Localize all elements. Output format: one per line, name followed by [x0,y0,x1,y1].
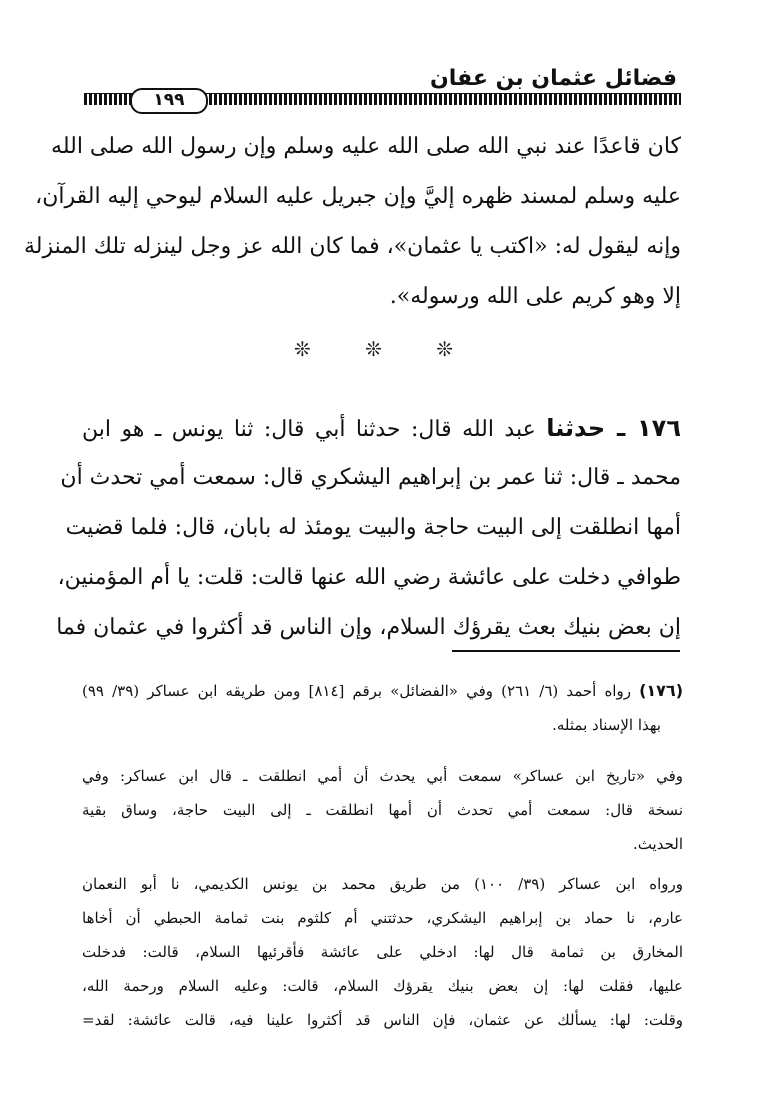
footnote-line: وقلت: لها: يسألك عن عثمان، فإن الناس قد أكثروا علينا فيه، قالت عائشة: لقد= [82,1011,683,1029]
footnote-line [82,674,683,708]
section-separator [0,337,765,361]
footnote-line: نسخة قال: سمعت أمي تحدث أن أمها انطلقت ـ إلى البيت حاجة، وساق بقية [82,801,683,819]
hadith-paragraph [56,403,681,653]
hadith-number: ١٧٦ ـ حدثنا [546,414,681,442]
text-line: كان قاعدًا عند نبي الله صلى الله عليه وسلم وإن رسول الله صلى الله [51,134,681,159]
text-line: إلا وهو كريم على الله ورسوله». [389,284,681,309]
star-ornament-icon: ❊ [293,337,329,361]
hadith-first-line-text: عبد الله قال: حدثنا أبي قال: ثنا يونس ـ هو ابن [82,417,547,442]
footnote-2 [82,759,683,861]
footnote-3 [82,867,683,1037]
footnote-line: الحديث. [633,835,683,853]
footnote-1 [82,674,683,742]
star-ornament-icon: ❊ [436,337,471,361]
page-number: ١٩٩ [130,88,208,114]
footnote-line: عارم، نا حماد بن إبراهيم اليشكري، حدثتني أم كلثوم بنت ثمامة الحبطي أن أخاها [82,909,683,927]
text-line: وإنه ليقول له: «اكتب يا عثمان»، فما كان الله عز وجل لينزله تلك المنزلة [23,234,681,259]
text-line: طوافي دخلت على عائشة رضي الله عنها قالت: قلت: يا أم المؤمنين، [57,565,681,590]
text-line: إن بعض بنيك بعث يقرؤك السلام، وإن الناس قد أكثروا في عثمان فما [56,615,681,640]
paragraph-continuation [23,122,681,322]
footnote-line: بهذا الإسناد بمثله. [552,716,661,734]
star-ornament-icon: ❊ [365,337,400,361]
footnote-line: وفي «تاريخ ابن عساكر» سمعت أبي يحدث أن أمي انطلقت ـ قال ابن عساكر: وفي [82,767,683,785]
text-line: محمد ـ قال: ثنا عمر بن إبراهيم اليشكري قال: سمعت أمي تحدث أن [60,465,681,490]
running-head-title: فضائل عثمان بن عفان [430,66,677,91]
text-line: عليه وسلم لمسند ظهره إليَّ وإن جبريل عليه السلام ليوحي إليه القرآن، [35,184,681,209]
footnote-line-text: رواه أحمد (٦/ ٢٦١) وفي «الفضائل» برقم [٨١٤] ومن طريقه ابن عساكر (٣٩/ ٩٩) [82,682,640,700]
footnote-line: ورواه ابن عساكر (٣٩/ ١٠٠) من طريق محمد بن يونس الكديمي، نا أبو النعمان [82,875,683,893]
footnote-divider [452,650,680,652]
footnote-line: المخارق بن ثمامة قال لها: ادخلي على عائشة فأقرئيها السلام، قالت: فدخلت [82,943,683,961]
hadith-first-line [82,403,681,453]
footnote-line: عليها، فقلت لها: إن بعض بنيك يقرؤك السلام، قالت: وعليه السلام ورحمة الله، [82,977,683,995]
text-line: أمها انطلقت إلى البيت حاجة والبيت يومئذ له بابان، قال: فلما قضيت [65,515,681,540]
footnote-number: (١٧٦) [639,681,683,700]
